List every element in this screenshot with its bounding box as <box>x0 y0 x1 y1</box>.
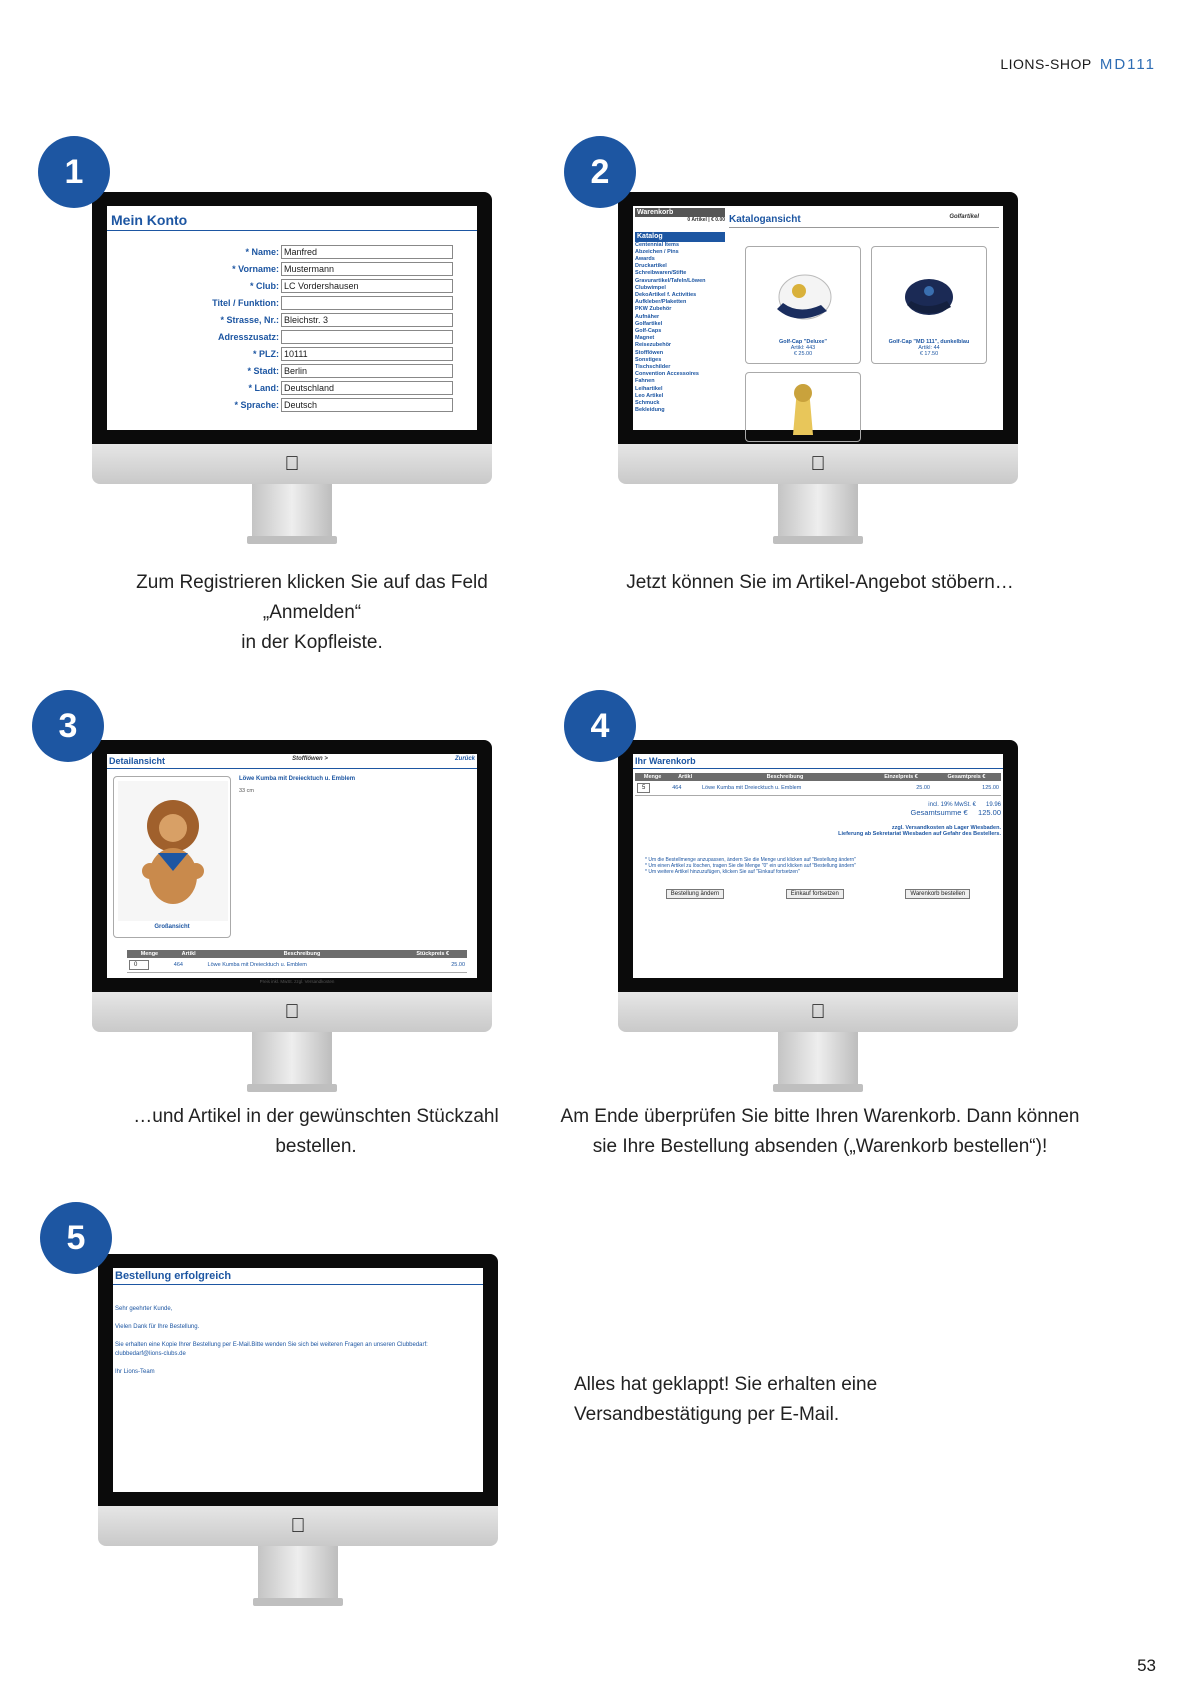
lion-plush-icon <box>118 781 228 921</box>
category-link[interactable]: PKW Zubehör <box>635 306 672 313</box>
category-link[interactable]: Tischschilder <box>635 364 671 371</box>
continue-shopping-button[interactable]: Einkauf fortsetzen <box>786 889 844 899</box>
monitor-step-1 <box>92 192 492 552</box>
category-link[interactable]: Druckartikel <box>635 263 667 270</box>
category-link[interactable]: Schreibwaren/Stifte <box>635 270 687 277</box>
caption-step-1: Zum Registrieren klicken Sie auf das Feld „Anmelden“ in der Kopfleiste. <box>136 572 488 653</box>
category-link[interactable]: Centennial Items <box>635 241 680 248</box>
screen4-title: Ihr Warenkorb <box>633 754 1003 769</box>
caption-step-3: …und Artikel in der gewünschten Stückzahl bestellen. <box>133 1106 499 1157</box>
form-input[interactable]: Manfred <box>281 245 453 259</box>
caption-step-5: Alles hat geklappt! Sie erhalten eine Versandbestätigung per E-Mail. <box>574 1374 878 1425</box>
category-link[interactable]: Convention Accessoires <box>635 371 699 378</box>
monitor-step-4 <box>618 740 1018 1100</box>
step-badge-1: 1 <box>38 136 110 208</box>
monitor-step-3 <box>92 740 492 1100</box>
monitor-step-2 <box>618 192 1018 552</box>
page-number: 53 <box>1137 1656 1156 1675</box>
form-label: * Stadt: <box>247 365 279 376</box>
monitor-step-5 <box>98 1254 498 1614</box>
form-input[interactable] <box>281 330 453 344</box>
category-link[interactable]: Aufkleber/Plaketten <box>635 299 687 306</box>
form-label: Titel / Funktion: <box>212 297 279 308</box>
golf-cap-navy-icon <box>889 257 969 337</box>
form-row <box>107 243 477 260</box>
step-badge-5: 5 <box>40 1202 112 1274</box>
category-link[interactable]: Aufnäher <box>635 313 660 320</box>
form-label: * Land: <box>248 382 279 393</box>
screen3-title: Detailansicht <box>109 756 166 766</box>
caption-step-4: Am Ende überprüfen Sie bitte Ihren Warenkorb. Dann können sie Ihre Bestellung absenden („Warenkorb bestellen“)! <box>560 1106 1080 1157</box>
form-label: * Name: <box>245 246 279 257</box>
form-label: * Club: <box>250 280 279 291</box>
category-link[interactable]: Awards <box>635 256 655 263</box>
apple-logo-icon <box>285 454 300 474</box>
golf-marker-icon <box>783 379 823 435</box>
category-link[interactable]: Abzeichen / Pins <box>635 248 679 255</box>
form-input[interactable]: Bleichstr. 3 <box>281 313 453 327</box>
form-row <box>107 311 477 328</box>
form-input[interactable]: Deutschland <box>281 381 453 395</box>
form-row <box>107 362 477 379</box>
category-link[interactable]: Reisezubehör <box>635 342 672 349</box>
brand-label: LIONS-SHOP <box>1000 56 1092 72</box>
form-row <box>107 277 477 294</box>
form-input[interactable] <box>281 296 453 310</box>
district-label: MD111 <box>1099 56 1156 73</box>
category-link[interactable]: Sonstiges <box>635 356 662 363</box>
form-row <box>107 396 477 413</box>
screen5-title: Bestellung erfolgreich <box>113 1268 483 1285</box>
back-link[interactable]: Zurück <box>454 756 475 762</box>
catalog-sidebar: Warenkorb 0 Artikel | € 0.00 Katalog Centennial Items Abzeichen / Pins Awards Druckartikel Schreibwaren/Stifte Gravurartikel/Tafeln/Löwen Clubwimpel DekoArtikel f. Activities Aufkleber/Plaketten PKW Zubehör Aufnäher Golfartikel Golf-Caps Magnet Reisezubehör Stofflöwen Sonstiges Tischschilder Convention Accessoires Fahnen Leihartikel Leo Artikel Schmuck Bekleidung <box>635 209 725 414</box>
category-link[interactable]: Gravurartikel/Tafeln/Löwen <box>635 277 706 284</box>
screen-katalog <box>633 206 1003 430</box>
hint-line: * Um weitere Artikel hinzuzufügen, klicken Sie auf "Einkauf fortsetzen" <box>645 869 800 875</box>
step-badge-4: 4 <box>564 690 636 762</box>
form-row <box>107 294 477 311</box>
category-link[interactable]: Leo Artikel <box>635 392 664 399</box>
form-row <box>107 345 477 362</box>
category-link[interactable]: Fahnen <box>635 378 655 385</box>
form-row <box>107 328 477 345</box>
form-label: * PLZ: <box>253 348 279 359</box>
order-table: Menge Artikl Beschreibung Stückpreis € 0 464 Löwe Kumba mit Dreiecktuch u. Emblem 25.00 <box>127 950 467 973</box>
caption-step-2: Jetzt können Sie im Artikel-Angebot stöbern… <box>626 572 1014 593</box>
screen-mein-konto <box>107 206 477 430</box>
cart-bar[interactable]: Warenkorb <box>635 208 725 217</box>
apple-logo-icon <box>285 1002 300 1022</box>
form-input[interactable]: 10111 <box>281 347 453 361</box>
category-link[interactable]: DekoArtikel f. Activities <box>635 292 697 299</box>
category-link[interactable]: Golf-Caps <box>635 328 662 335</box>
category-link[interactable]: Leihartikel <box>635 385 663 392</box>
apple-logo-icon <box>811 454 826 474</box>
product-image-box[interactable]: Großansicht <box>113 776 231 938</box>
screen-warenkorb: Ihr Warenkorb Menge Artikl Beschreibung Einzelpreis € Gesamtpreis € 5 464 Löwe Kumba mit Dreiecktuch u. Emblem 25.00 125.00 incl. 19% MwSt. € 19.96 Gesamtsumme € 125.00 zzgl. Versandkosten ab Lager Wiesbaden. Lieferung ab Sekretariat Wiesbaden auf Gefahr des Bestellers. * Um die Bestellmenge anzupassen, ändern Sie die Menge und klicken auf "Bestellung ändern" * Um einen Artikel zu löschen, tragen Sie die Menge "0" ein und klicken auf "Bestellung ändern" * Um weitere Artikel hinzuzufügen, klicken Sie auf "Einkauf fortsetzen" Bestellung ändern Einkauf fortsetzen Warenkorb bestellen <box>633 754 1003 978</box>
category-link[interactable]: Schmuck <box>635 400 660 407</box>
form-input[interactable]: Berlin <box>281 364 453 378</box>
quantity-input[interactable]: 0 <box>129 960 149 970</box>
change-order-button[interactable]: Bestellung ändern <box>666 889 724 899</box>
account-form <box>107 231 477 413</box>
category-link[interactable]: Clubwimpel <box>635 284 666 291</box>
category-link[interactable]: Magnet <box>635 335 655 342</box>
product-card-2[interactable]: Golf-Cap "MD 111", dunkelblau Artikl: 44 € 17.50 <box>871 246 987 364</box>
email-link[interactable]: clubbedarf@lions-clubs.de <box>115 1351 186 1357</box>
product-name: Löwe Kumba mit Dreiecktuch u. Emblem <box>239 776 356 782</box>
form-row <box>107 260 477 277</box>
step-badge-3: 3 <box>32 690 104 762</box>
form-label: * Strasse, Nr.: <box>220 314 279 325</box>
form-input[interactable]: Deutsch <box>281 398 453 412</box>
category-link[interactable]: Golfartikel <box>635 320 663 327</box>
screen1-title: Mein Konto <box>107 206 477 231</box>
product-size: 33 cm <box>239 788 254 794</box>
catalog-main: Katalogansicht Golfartikel <box>729 214 999 228</box>
product-card-3[interactable] <box>745 372 861 442</box>
golf-cap-white-icon <box>763 257 843 337</box>
catalog-bar: Katalog <box>635 232 725 241</box>
catalog-title: Katalogansicht <box>729 214 801 225</box>
hint-line: * Um die Bestellmenge anzupassen, ändern Sie die Menge und klicken auf "Bestellung ändern" <box>645 857 856 863</box>
step-badge-2: 2 <box>564 136 636 208</box>
category-link[interactable]: Stofflöwen <box>635 349 664 356</box>
form-input[interactable]: Mustermann <box>281 262 453 276</box>
cart-quantity-input[interactable]: 5 <box>637 783 650 793</box>
hint-line: * Um einen Artikel zu löschen, tragen Sie die Menge "0" ein und klicken auf "Bestellung ändern" <box>645 863 857 869</box>
form-row <box>107 379 477 396</box>
screen-bestellung-erfolgreich: Bestellung erfolgreich Sehr geehrter Kunde, Vielen Dank für Ihre Bestellung. Sie erhalten eine Kopie Ihrer Bestellung per E-Mail.Bitte wenden Sie sich bei weiteren Fragen an unseren Clubbedarf: clubbedarf@lions-clubs.de Ihr Lions-Team <box>113 1268 483 1492</box>
form-label: * Sprache: <box>234 399 279 410</box>
category-link[interactable]: Bekleidung <box>635 407 665 414</box>
form-label: Adresszusatz: <box>217 331 279 342</box>
page-header <box>1000 56 1156 73</box>
form-label: * Vorname: <box>232 263 279 274</box>
apple-logo-icon <box>811 1002 826 1022</box>
apple-logo-icon <box>291 1516 306 1536</box>
submit-cart-button[interactable]: Warenkorb bestellen <box>905 889 970 899</box>
form-input[interactable]: LC Vordershausen <box>281 279 453 293</box>
screen-detailansicht: Detailansicht Stofflöwen > Zurück Großansicht Löwe Kumba mit Dreiecktuch u. Emblem 33 cm Menge Artikl Beschreibung Stückpreis € 0 464 Löwe Kumba mit Dreiecktuch u. Emblem 25.00 Preis inkl. MwSt. zzgl. Versandkosten <box>109 756 475 984</box>
cart-hints <box>635 857 1001 875</box>
product-card-1[interactable]: Golf-Cap "Deluxe" Artikl: 443 € 25.00 <box>745 246 861 364</box>
cart-table: Menge Artikl Beschreibung Einzelpreis € Gesamtpreis € 5 464 Löwe Kumba mit Dreiecktuch u. Emblem 25.00 125.00 <box>635 773 1001 796</box>
